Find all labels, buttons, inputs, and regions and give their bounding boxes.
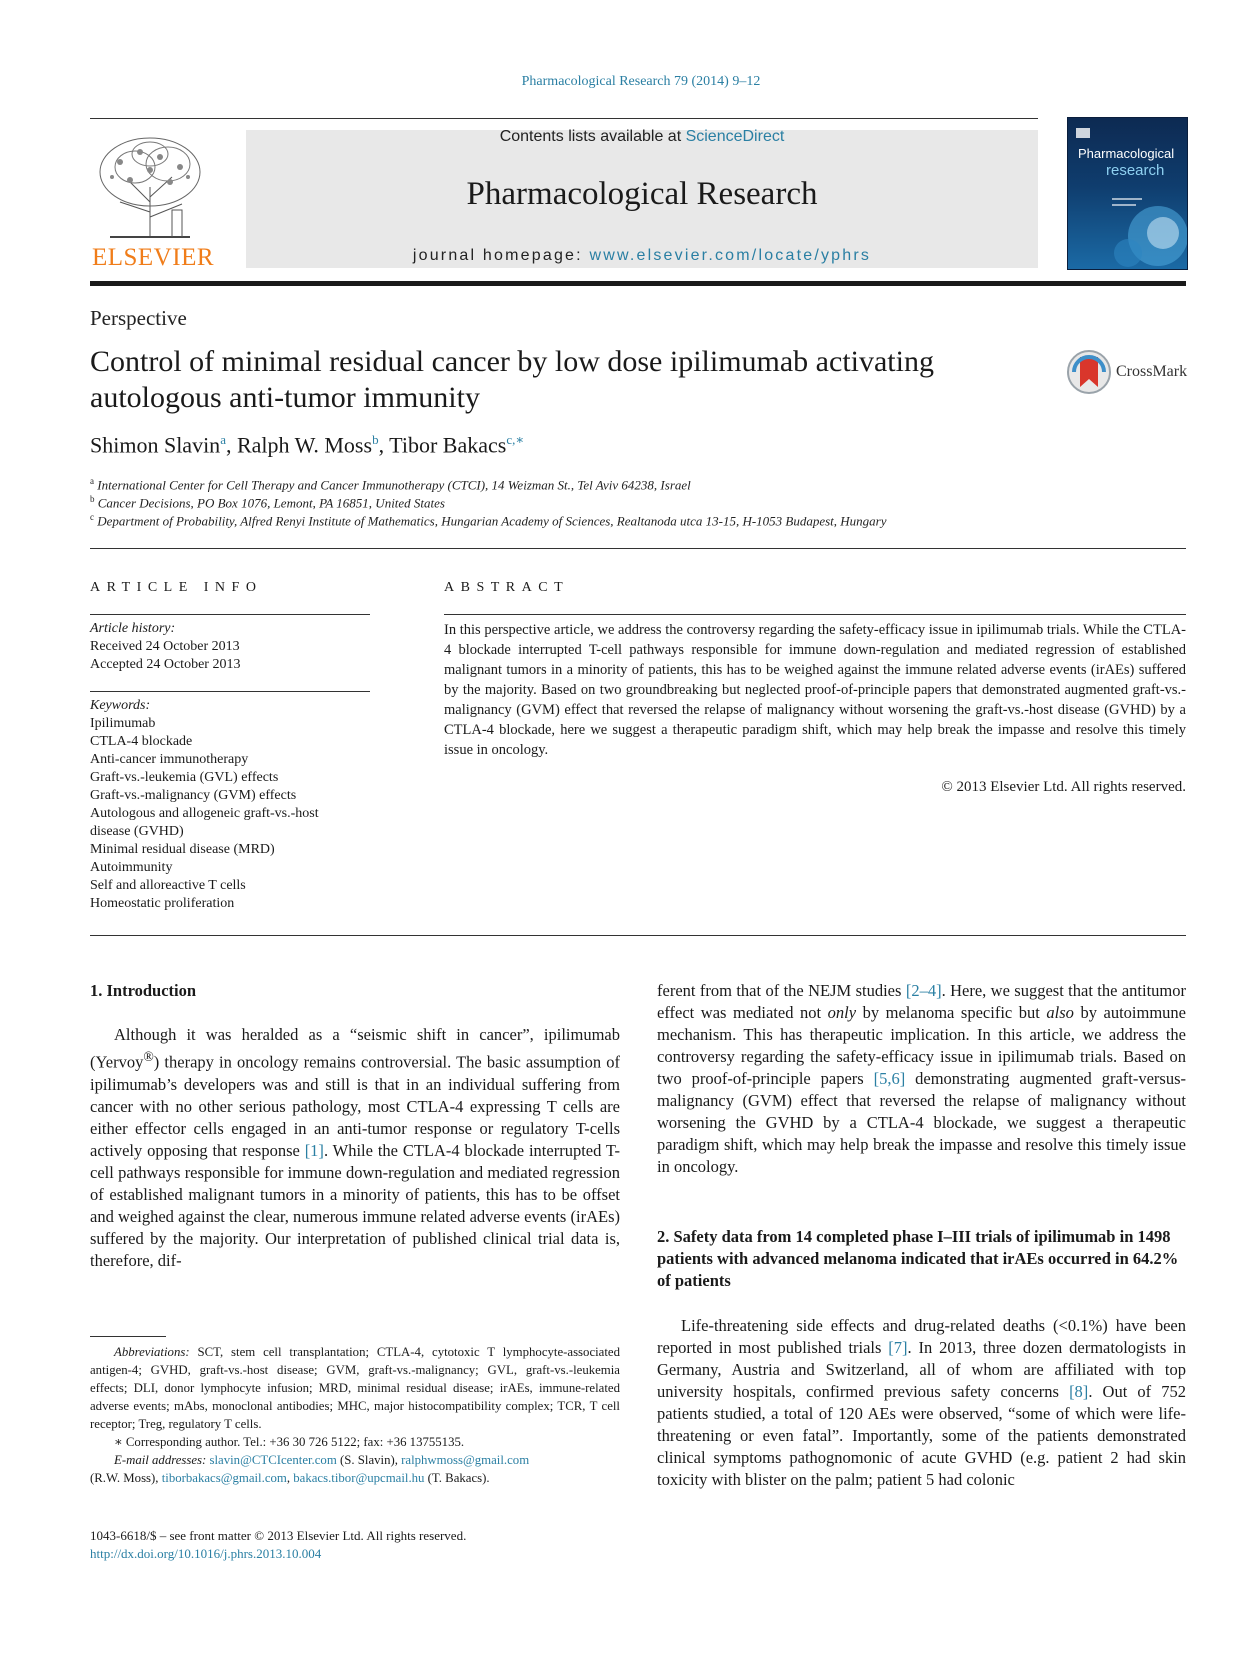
keyword: Homeostatic proliferation (90, 896, 235, 911)
footnotes (90, 1343, 620, 1487)
front-matter-block (90, 1527, 466, 1563)
abstract-heading: ABSTRACT (444, 580, 570, 595)
keywords-label: Keywords: (90, 698, 151, 713)
emphasis: only (827, 1003, 857, 1022)
article-title-line2: autologous anti-tumor immunity (90, 381, 480, 414)
keyword: Autoimmunity (90, 860, 173, 875)
crossmark-badge[interactable] (1066, 349, 1191, 399)
text-run: . Here, we suggest that the antitumor effect was mediated not (657, 981, 1187, 1022)
affiliation-c (90, 512, 887, 529)
author-name[interactable]: Tibor Bakacs (389, 432, 507, 458)
keywords-list (90, 697, 360, 913)
abbreviations-text: SCT, stem cell transplantation; CTLA-4, cytotoxic T lymphocyte-associated antigen-4; GVHD, graft-vs.-host disease; GVM, graft-vs.-malignancy; GVL, graft-vs.-leukemia effects; DLI, donor lymphocyte infusion; MRD, minimal residual disease; irAEs, immune-related adverse events; mAbs, monoclonal antibodies; MHC, major histocompatibility complex; TCR, T cell receptor; Treg, regulatory T cells. (90, 1345, 620, 1431)
contents-prefix: Contents lists available at (499, 128, 686, 145)
emphasis: also (1046, 1003, 1074, 1022)
email-separator: , (286, 1471, 294, 1485)
abstract-copyright: © 2013 Elsevier Ltd. All rights reserved. (941, 779, 1186, 795)
email-owner: (R.W. Moss), (90, 1471, 162, 1485)
text-run: . In 2013, three dozen dermatologists in Germany, Austria and Switzerland, all of whom are affiliated with top university hospitals, confirmed previous safety concerns (657, 1338, 1186, 1401)
article-type: Perspective (90, 306, 187, 330)
cover-title-line1: Pharmacological (1078, 146, 1175, 161)
crossmark-label: CrossMark (1116, 363, 1188, 380)
received-date: Received 24 October 2013 (90, 639, 240, 654)
affiliation-text: Department of Probability, Alfred Renyi Institute of Mathematics, Hungarian Academy of Sciences, Realtanoda utca 13-15, H-1053 Budapest, Hungary (97, 513, 887, 529)
registered-mark: ® (143, 1049, 154, 1064)
author-list: Shimon Slavin$^a$, Ralph W. Moss$^b$, Tibor Bakacs$^{c,∗}$ (90, 432, 525, 458)
homepage-prefix: journal homepage: (412, 247, 590, 264)
homepage-link[interactable]: www.elsevier.com/locate/yphrs (589, 247, 872, 264)
article-title (90, 344, 1060, 416)
header-rule (90, 118, 1038, 119)
elsevier-logo (90, 132, 216, 272)
email-owner: (S. Slavin), (336, 1453, 402, 1467)
keyword: Self and alloreactive T cells (90, 878, 246, 893)
author-affiliation-mark[interactable]: a (220, 432, 226, 447)
elsevier-tree-icon (90, 132, 216, 242)
crossmark-icon (1066, 349, 1112, 395)
front-matter-text: 1043-6618/$ – see front matter © 2013 Elsevier Ltd. All rights reserved. (90, 1528, 467, 1543)
affiliation-a (90, 476, 691, 493)
citation-link[interactable]: [2–4] (905, 981, 942, 1000)
affiliation-mark: b (90, 494, 95, 504)
history-label: Article history: (90, 621, 176, 636)
email-label: E-mail addresses: (114, 1453, 207, 1467)
section-1-heading: 1. Introduction (90, 981, 197, 1000)
section-2-heading: 2. Safety data from 14 completed phase I–III trials of ipilimumab in 1498 patients with advanced melanoma indicated that irAEs occurred in 64.2% of patients (657, 1227, 1179, 1290)
keyword: Anti-cancer immunotherapy (90, 752, 249, 767)
email-link[interactable]: ralphwmoss@gmail.com (401, 1453, 530, 1467)
text-run: demonstrating augmented graft-versus-malignancy (GVM) effect that reversed the relapse of malignancy without worsening the GVHD by a CTLA-4 blockade, we suggest a therapeutic paradigm shift, which may help break the impasse and resolve this timely issue in oncology. (657, 1069, 1186, 1176)
corresponding-author-note: ∗ Corresponding author. Tel.: +36 30 726 5122; fax: +36 13755135. (114, 1435, 465, 1449)
doi-link[interactable]: http://dx.doi.org/10.1016/j.phrs.2013.10.004 (90, 1546, 322, 1561)
email-link[interactable]: bakacs.tibor@upcmail.hu (293, 1471, 425, 1485)
body-rule (90, 935, 1186, 936)
email-link[interactable]: slavin@CTCIcenter.com (209, 1453, 337, 1467)
keyword: Ipilimumab (90, 716, 156, 731)
author-affiliation-mark[interactable]: b (372, 432, 379, 447)
abstract-text: In this perspective article, we address the controversy regarding the safety-efficacy issue in ipilimumab trials. While the CTLA-4 blockade interrupted T-cell pathways responsible for immune down-regulation and mediated regression of established malignant tumors in a minority of patients, this has to be weighed against the immune related adverse events (irAEs) suffered by the majority. Based on two groundbreaking but neglected proof-of-principle papers that demonstrated augmented graft-vs.-malignancy (GVM) effect that reversed the relapse of malignancy without worsening the graft-vs.-host disease (GVHD) by a CTLA-4 blockade, here we suggest a therapeutic paradigm shift, which may help break the impasse and resolve this timely issue in oncology. (444, 622, 1186, 758)
text-run: . Out of 752 patients studied, a total of 120 AEs were observed, “some of which were life-threatening or even fatal”. Importantly, some of the patients demonstrated clinical symptoms pathognomonic of acute GVHD (e.g. patient 2 had skin toxicity with blister on the palm; patient 5 had colonic (657, 1382, 1186, 1489)
article-history (90, 620, 240, 674)
keyword: Minimal residual disease (MRD) (90, 842, 275, 857)
keyword: CTLA-4 blockade (90, 734, 193, 749)
abbreviations-label: Abbreviations: (114, 1345, 190, 1359)
author-affiliation-mark[interactable]: c,∗ (506, 432, 525, 447)
keywords-rule (90, 691, 370, 692)
journal-homepage (246, 247, 1038, 265)
text-run: Although it was heralded as a “seismic shift in cancer”, ipilimumab (Yervoy (90, 1025, 620, 1072)
article-info-heading: ARTICLE INFO (90, 580, 263, 595)
cover-title-line2: research (1106, 162, 1165, 179)
affiliation-b (90, 494, 445, 511)
citation-link[interactable]: [7] (888, 1338, 908, 1357)
text-run: . While the CTLA-4 blockade interrupted T-cell pathways responsible for immune down-regulation and mediated regression of established malignant tumors in a minority of patients, this has to be offset and weighed against the clear, numerous immune related adverse events (irAEs) suffered by the majority. Our interpretation of published clinical trial data is, therefore, dif- (90, 1140, 620, 1270)
journal-title: Pharmacological Research (466, 176, 818, 212)
journal-citation[interactable]: Pharmacological Research 79 (2014) 9–12 (521, 74, 761, 89)
contents-availability (246, 128, 1038, 146)
text-run: by melanoma specific but (856, 1003, 1047, 1022)
text-run: Life-threatening side effects and drug-related deaths (<0.1%) have been reported in most published trials (657, 1316, 1186, 1357)
author-name[interactable]: Ralph W. Moss (236, 432, 373, 458)
affiliation-mark: c (90, 512, 94, 522)
citation-link[interactable]: [8] (1069, 1382, 1089, 1401)
text-run: by autoimmune mechanism. This has therapeutic implication. In this article, we address the controversy regarding the safety-efficacy issue in ipilimumab trials. Based on two proof-of-principle papers (657, 1003, 1186, 1088)
citation-link[interactable]: [1] (304, 1140, 324, 1160)
text-run: ferent from that of the NEJM studies (657, 981, 906, 1000)
header-thick-rule (90, 281, 1186, 286)
affiliation-text: Cancer Decisions, PO Box 1076, Lemont, PA 16851, United States (97, 495, 445, 511)
abstract-rule (444, 614, 1186, 615)
accepted-date: Accepted 24 October 2013 (90, 657, 241, 672)
author-name[interactable]: Shimon Slavin (90, 432, 221, 458)
elsevier-wordmark: ELSEVIER (91, 244, 215, 271)
affiliation-mark: a (90, 476, 94, 486)
section-1-paragraph (90, 1024, 620, 1272)
sciencedirect-link[interactable]: ScienceDirect (685, 128, 785, 145)
section-2-paragraph (657, 1315, 1186, 1491)
article-title-line1: Control of minimal residual cancer by low dose ipilimumab activating (90, 345, 934, 378)
keyword: Autologous and allogeneic graft-vs.-host disease (GVHD) (90, 806, 319, 839)
email-owner: (T. Bakacs). (424, 1471, 490, 1485)
email-link[interactable]: tiborbakacs@gmail.com (161, 1471, 287, 1485)
text-run: ) therapy in oncology remains controversial. The basic assumption of ipilimumab’s developers was and still is that in an individual suffering from cancer with no other serious pathology, most CTLA-4 expressing T cells are either effector cells engaged in an anti-tumor response or regulatory T-cells actively opposing that response (90, 1052, 620, 1160)
affiliation-text: International Center for Cell Therapy and Cancer Immunotherapy (CTCI), 14 Weizman St., Tel Aviv 64238, Israel (97, 477, 691, 493)
keyword: Graft-vs.-leukemia (GVL) effects (90, 770, 279, 785)
journal-cover-image (1067, 117, 1188, 270)
cover-artwork-icon (1068, 118, 1187, 269)
keyword: Graft-vs.-malignancy (GVM) effects (90, 788, 297, 803)
affiliation-rule (90, 548, 1186, 549)
citation-link[interactable]: [5,6] (873, 1069, 906, 1088)
article-info-rule (90, 614, 370, 615)
section-1-continuation (657, 980, 1186, 1178)
footnote-rule (90, 1336, 166, 1337)
